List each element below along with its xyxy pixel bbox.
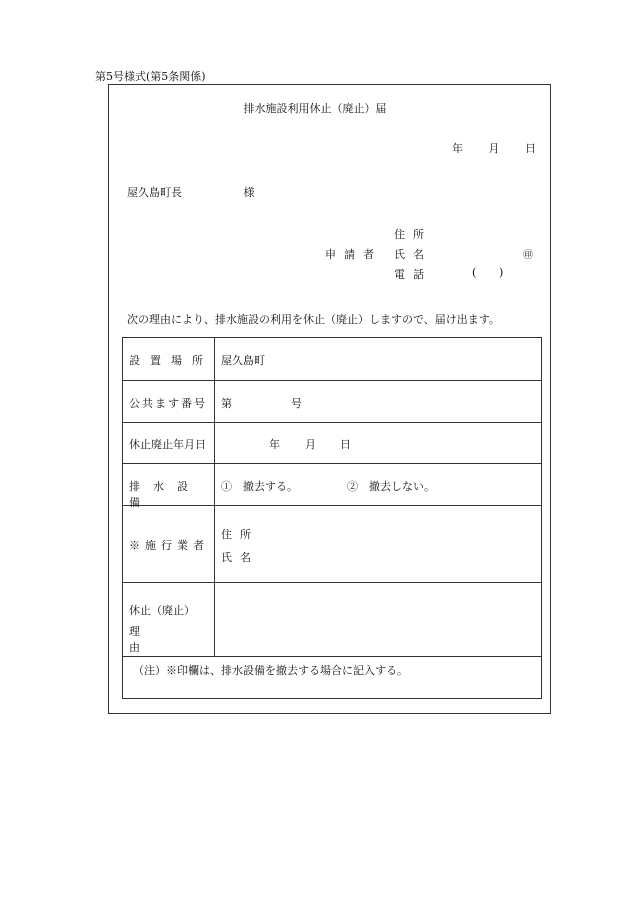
date-day-label: 日	[340, 438, 351, 451]
table-row-sewer-number	[123, 381, 541, 423]
applicant-phone-label: 電話	[394, 268, 432, 281]
month-label: 月	[488, 142, 500, 155]
year-label: 年	[452, 142, 463, 155]
seal-mark[interactable]: ㊞	[523, 250, 533, 261]
form-reference: 第5号様式(第5条関係)	[95, 70, 206, 83]
reason-label-line1: 休止（廃止）	[129, 604, 195, 617]
contractor-name-label: 氏名	[221, 551, 259, 564]
applicant-address-label: 住所	[394, 228, 432, 241]
sewer-number-prefix: 第	[221, 397, 232, 410]
drain-option-keep[interactable]: ② 撤去しない。	[347, 480, 435, 493]
sewer-number-label-cell	[123, 381, 215, 422]
sewer-number-label: 公共ます番号	[129, 397, 207, 410]
table-row-contractor	[123, 506, 541, 583]
reason-label-line2: 理由	[129, 625, 188, 654]
addressee-honorific: 様	[243, 186, 255, 199]
addressee-name: 屋久島町長	[127, 186, 182, 199]
phone-paren-close: )	[499, 266, 504, 279]
location-value[interactable]: 屋久島町	[221, 354, 265, 367]
table-row-reason	[123, 583, 541, 657]
contractor-label: ※施行業者	[129, 539, 209, 552]
date-year-label: 年	[269, 438, 280, 451]
contractor-label-cell	[123, 506, 215, 582]
applicant-name-label: 氏名	[394, 248, 432, 261]
date-month-label: 月	[305, 438, 316, 451]
form-table	[122, 337, 542, 699]
table-row-drain	[123, 464, 541, 509]
date-label: 休止廃止年月日	[129, 438, 206, 451]
table-row-date	[123, 423, 541, 464]
statement-text: 次の理由により、排水施設の利用を休止（廃止）しますので、届け出ます。	[127, 313, 500, 326]
date-label-cell	[123, 423, 215, 463]
contractor-address-label: 住所	[221, 528, 259, 541]
location-label: 設置場所	[129, 354, 213, 367]
addressee	[127, 184, 255, 200]
table-note: （注）※印欄は、排水設備を撤去する場合に記入する。	[133, 664, 408, 677]
drain-label-cell	[123, 464, 215, 509]
drain-option-remove[interactable]: ① 撤去する。	[221, 480, 298, 493]
document-title: 排水施設利用休止（廃止）届	[243, 102, 387, 115]
table-row-location	[123, 338, 541, 381]
drain-label: 排水設備	[129, 480, 201, 509]
sewer-number-suffix: 号	[291, 397, 302, 410]
applicant-label: 申請者	[325, 248, 382, 261]
location-label-cell	[123, 338, 215, 380]
reason-label-cell	[123, 583, 215, 656]
phone-paren-open: (	[472, 266, 477, 279]
submission-date[interactable]	[452, 140, 536, 156]
day-label: 日	[525, 142, 536, 155]
